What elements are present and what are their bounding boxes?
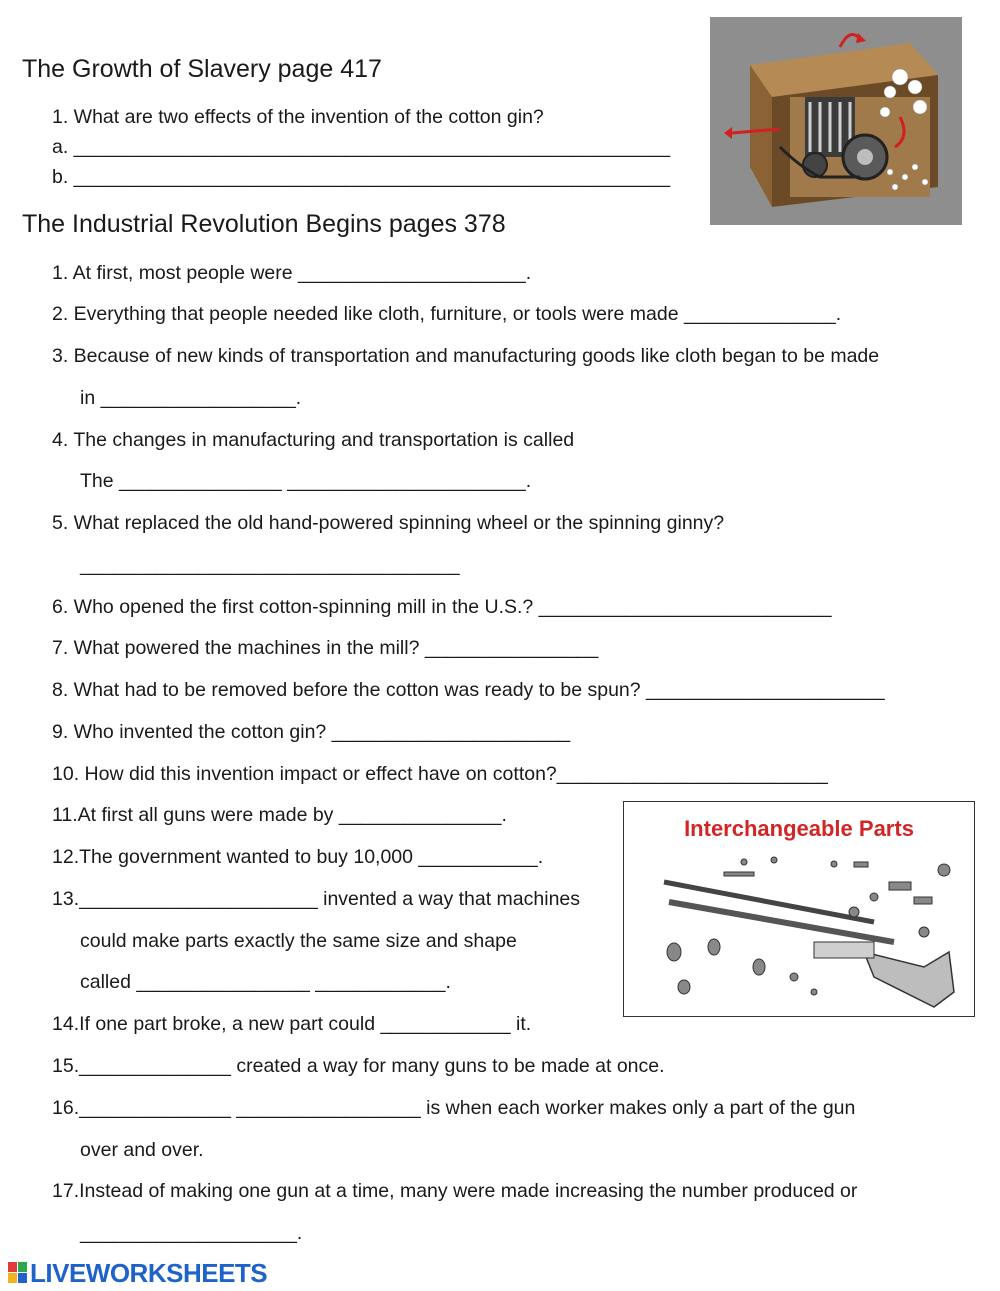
cotton-gin-image [710,17,962,225]
question-item: 11.At first all guns were made by _______________. [52,804,507,826]
logo-blocks-icon [8,1262,28,1284]
section1-heading: The Growth of Slavery page 417 [22,55,382,83]
question-item: 9. Who invented the cotton gin? ______________________ [52,721,571,743]
question-item: 10. How did this invention impact or effect have on cotton?_________________________ [52,763,828,785]
question-item: 6. Who opened the first cotton-spinning mill in the U.S.? ___________________________ [52,596,832,618]
question-item: 15.______________ created a way for many guns to be made at once. [52,1055,665,1077]
question-item-continued: over and over. [80,1139,204,1161]
section2-heading: The Industrial Revolution Begins pages 378 [22,210,506,238]
question-item: 5. What replaced the old hand-powered spinning wheel or the spinning ginny? [52,512,725,534]
logo-text: LIVEWORKSHEETS [30,1257,268,1288]
question-item-continued: called ________________ ____________. [80,971,451,993]
liveworksheets-logo[interactable] [8,1258,267,1288]
question-item-continued: in __________________. [80,387,302,409]
question-1-text: 1. What are two effects of the invention of the cotton gin? [52,106,544,128]
answer-line-b[interactable]: b. _______________________________________________________ [52,166,671,188]
question-item: 1. At first, most people were _____________________. [52,262,532,284]
question-item: 4. The changes in manufacturing and transportation is called [52,429,575,451]
question-item: 13.______________________ invented a way that machines [52,888,581,910]
interchangeable-parts-image [623,801,975,1017]
question-item: 8. What had to be removed before the cotton was ready to be spun? ______________________ [52,679,885,701]
question-item-continued: could make parts exactly the same size and shape [80,930,517,952]
question-item: 12.The government wanted to buy 10,000 ___________. [52,846,544,868]
question-item: 2. Everything that people needed like cloth, furniture, or tools were made ______________. [52,303,842,325]
question-item: 14.If one part broke, a new part could ____________ it. [52,1013,532,1035]
question-item: 17.Instead of making one gun at a time, many were made increasing the number produced or [52,1180,858,1202]
answer-line-a[interactable]: a. _______________________________________________________ [52,136,671,158]
question-item: 3. Because of new kinds of transportation and manufacturing goods like cloth began to be made [52,345,880,367]
question-item-continued: The _______________ ______________________. [80,470,532,492]
question-item: 16.______________ _________________ is when each worker makes only a part of the gun [52,1097,856,1119]
answer-line[interactable]: ___________________________________ [80,554,460,576]
interchangeable-parts-title: Interchangeable Parts [684,816,914,841]
answer-line[interactable]: ____________________. [80,1222,303,1244]
question-item: 7. What powered the machines in the mill? ________________ [52,637,599,659]
